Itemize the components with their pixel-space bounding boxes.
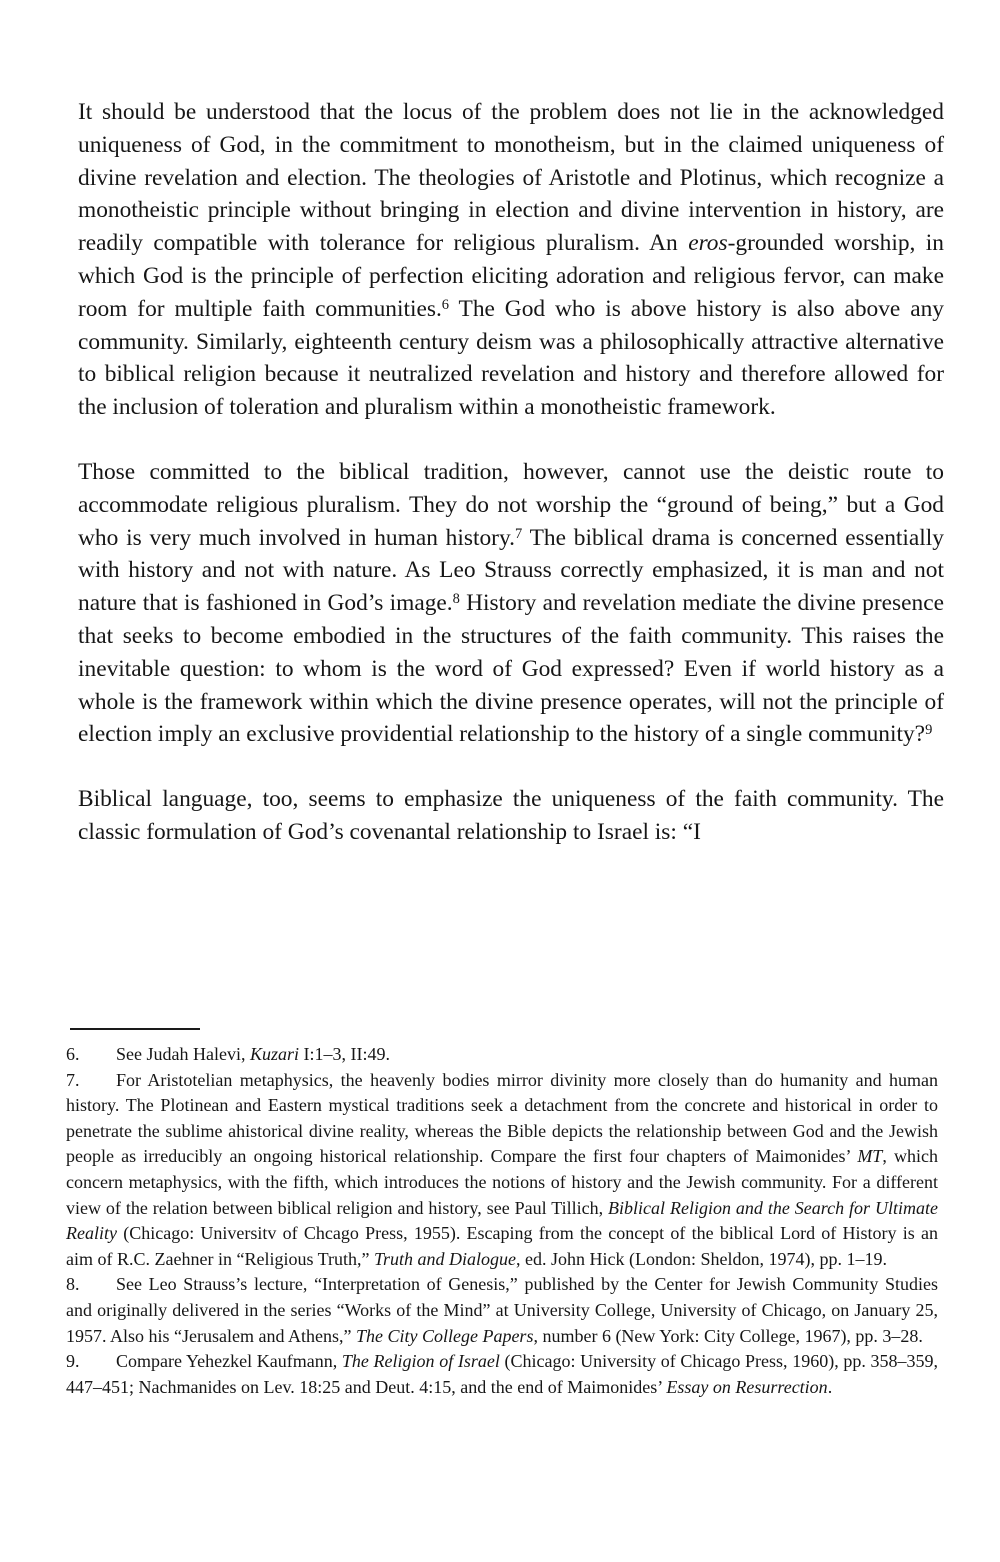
- italic-title: The City College Papers: [355, 1325, 534, 1346]
- italic-title: Truth and Dialogue: [373, 1248, 516, 1269]
- footnote-number: 9.: [66, 1351, 80, 1372]
- text-segment: , which concern metaphysics, with the fifth, which introduces the notions of history and the Jewish community. For a different view of the relation between biblical religion and history, see Paul Tillich,: [66, 1146, 938, 1218]
- text-segment: The God who is above history is also above any community. Similarly, eighteenth century deism was a philosophically attractive alternative to biblical religion because it neutralized revelation and history and therefore allowed for the inclusion of toleration and pluralism within a monotheistic framework.: [78, 295, 944, 421]
- text-segment: History and revelation mediate the divine presence that seeks to become embodied in the structures of the faith community. This raises the inevitable question: to whom is the word of God expressed? Even if world history as a whole is the framework within which the divine presence operates, will not the principle of election imply an exclusive providential relationship to the history of a single community?: [78, 590, 944, 748]
- footnote-ref-8[interactable]: 8: [452, 590, 460, 607]
- paragraph-1: [78, 96, 944, 424]
- text-segment: (Chicago: Universitv of Chcago Press, 1955). Escaping from the concept of the biblical Lord of History is an aim of R.C. Zaehner in “Religious Truth,”: [66, 1223, 938, 1269]
- footnote-ref-7[interactable]: 7: [515, 525, 523, 542]
- body-text: [78, 96, 944, 849]
- text-segment: For Aristotelian metaphysics, the heavenly bodies mirror divinity more closely than do humanity and human history. The Plotinean and Eastern mystical traditions seek a detachment from the concrete and historical in order to penetrate the sublime ahistorical divine reality, whereas the Bible depicts the relationship between God and the Jewish people as irreducibly an ongoing historical relationship. Compare the first four chapters of Maimonides’: [66, 1069, 938, 1167]
- italic-term: eros: [688, 230, 728, 257]
- footnotes: [66, 1042, 938, 1400]
- text-segment: Compare Yehezkel Kaufmann,: [116, 1351, 342, 1372]
- paragraph-3: [78, 783, 944, 849]
- text-segment: , number 6 (New York: City College, 1967), pp. 3–28.: [533, 1325, 923, 1346]
- paragraph-2: [78, 456, 944, 751]
- text-segment: The biblical drama is concerned essentially with history and not with nature. As Leo Strauss correctly emphasized, it is man and not nature that is fashioned in God’s image.: [78, 524, 944, 617]
- text-segment: (Chicago: University of Chicago Press, 1960), pp. 358–359, 447–451; Nachmanides on Lev. 18:25 and Deut. 4:15, and the end of Maimonides’: [66, 1351, 938, 1397]
- text-segment: It should be understood that the locus of the problem does not lie in the acknowledged uniqueness of God, in the commitment to monotheism, but in the claimed uniqueness of divine revelation and election. The theologies of Aristotle and Plotinus, which recognize a monotheistic principle without bringing in election and divine intervention in history, are readily compatible with tolerance for religious pluralism. An: [78, 99, 944, 257]
- footnote-8: [66, 1272, 938, 1349]
- text-segment: Biblical language, too, seems to emphasize the uniqueness of the faith community. The classic formulation of God’s covenantal relationship to Israel is: “I: [78, 786, 944, 845]
- footnote-6: [66, 1042, 938, 1068]
- text-segment: .: [827, 1376, 833, 1397]
- text-segment: , ed. John Hick (London: Sheldon, 1974), pp. 1–19.: [515, 1248, 887, 1269]
- footnote-ref-6[interactable]: 6: [441, 296, 450, 313]
- footnote-number: 6.: [66, 1044, 80, 1064]
- footnote-separator: [70, 1028, 200, 1030]
- footnote-number: 7.: [66, 1069, 80, 1090]
- footnote-ref-9[interactable]: 9: [925, 722, 933, 739]
- italic-title: Biblical Religion and the Search for Ultimate Reality: [66, 1197, 938, 1244]
- text-segment: Those committed to the biblical tradition, however, cannot use the deistic route to accommodate religious pluralism. They do not worship the “ground of being,” but a God who is very much involved in human history.: [78, 458, 944, 551]
- footnote-9: [66, 1349, 938, 1400]
- text-segment: -grounded worship, in which God is the principle of perfection eliciting adoration and religious fervor, can make room for multiple faith communities.: [78, 230, 945, 322]
- text-segment: See Judah Halevi,: [116, 1044, 250, 1064]
- italic-title: Kuzari: [249, 1044, 299, 1064]
- footnote-number: 8.: [66, 1274, 80, 1295]
- italic-title: MT: [857, 1146, 883, 1167]
- footnote-7: [66, 1068, 938, 1273]
- text-segment: I:1–3, II:49.: [299, 1044, 390, 1064]
- italic-title: The Religion of Israel: [341, 1351, 500, 1372]
- text-segment: See Leo Strauss’s lecture, “Interpretation of Genesis,” published by the Center for Jewish Community Studies and originally delivered in the series “Works of the Mind” at University College, University of Chicago, on January 25, 1957. Also his “Jerusalem and Athens,”: [66, 1274, 938, 1346]
- italic-title: Essay on Resurrection: [666, 1376, 828, 1397]
